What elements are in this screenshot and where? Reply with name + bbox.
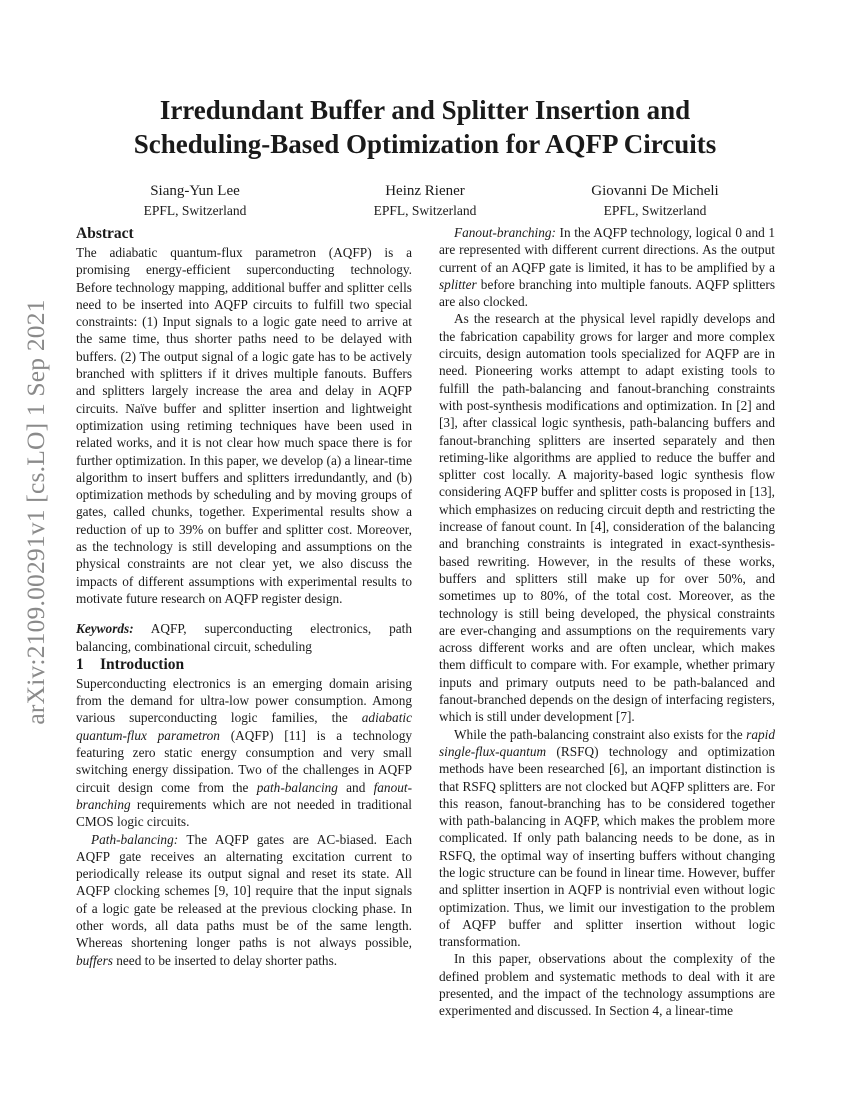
author-name: Heinz Riener: [385, 183, 465, 199]
right-paragraph-1: [439, 224, 775, 310]
text-run: Superconducting electronics is an emerging domain arising from the demand for ultra-low power consumption. Among various superconducting logic families, the: [76, 675, 412, 726]
section-number: 1: [76, 655, 84, 673]
author-name: Giovanni De Micheli: [591, 183, 719, 199]
paper-title-line-1: Irredundant Buffer and Splitter Insertion and: [159, 95, 691, 125]
text-run: before branching into multiple fanouts. AQFP splitters are also clocked.: [439, 276, 775, 310]
text-run: The AQFP gates are AC-biased. Each AQFP gate receives an alternating excitation current to periodically release its output signal and reset its state. All AQFP clocking schemes [9, 10] require that the input signals of a logic gate be released at the previous clocking phase. In other words, all data paths must be of the same length. Whereas shortening longer paths is not always possible,: [76, 831, 412, 951]
author-block-1: [85, 181, 305, 221]
emphasis-text: adiabatic quantum-flux parametron: [76, 710, 412, 743]
emphasis-text: buffers: [76, 952, 113, 968]
right-paragraph-3: [439, 726, 775, 951]
paper-title-line-2: Scheduling-Based Optimization for AQFP Circuits: [133, 129, 717, 159]
keywords-label: Keywords:: [76, 621, 134, 637]
emphasis-text: Path-balancing:: [91, 831, 179, 847]
author-affiliation: EPFL, Switzerland: [603, 203, 707, 218]
keywords-paragraph: [76, 620, 412, 655]
author-block-3: [545, 181, 765, 221]
text-run: requirements which are not needed in traditional CMOS logic circuits.: [76, 796, 412, 830]
text-run: (AQFP) [11] is a technology featuring zero static energy consumption and very small switching energy dissipation. Two of the challenges in AQFP circuit design come from the: [76, 727, 412, 795]
emphasis-text: path-balancing: [256, 779, 338, 795]
intro-paragraph-1: [76, 675, 412, 831]
author-affiliation: EPFL, Switzerland: [143, 203, 247, 218]
introduction-heading: [76, 655, 412, 675]
left-column: [76, 224, 412, 969]
author-name: Siang-Yun Lee: [150, 183, 240, 199]
emphasis-text: fanout-branching: [76, 779, 413, 812]
abstract-heading: Abstract: [76, 225, 134, 242]
intro-paragraph-2: [76, 831, 412, 969]
right-paragraph-2: As the research at the physical level rapidly develops and the fabrication capability grows for larger and more complex circuits, design automation tools specialized for AQFP are in need. Pioneering works attempt to adapt existing tools to fulfill the path-balancing and fanout-branching constraints with post-synthesis modifications and optimization. In [2] and [3], after classical logic synthesis, path-balancing buffers and fanout-branching splitters are inserted separately and then retiming-like algorithms are applied to reduce the buffer and splitter cost locally. A majority-based logic synthesis flow considering AQFP buffer and splitter costs is proposed in [13], which emphasizes on reducing circuit depth and restricting the increase of fanout count. In [4], consideration of the balancing and branching constraints is integrated in exact-synthesis-based rewriting. However, in the results of these works, buffers and splitters still make up for over 50%, and sometimes up to 80%, of the total cost. Moreover, as the technology is still being developed, the physical constraints are ever-changing and assumptions on the requirements vary across different works and are often unclear, which makes them difficult to compare with. For example, whether primary inputs and primary outputs need to be path-balanced and fanout-branched depends on the design of interfacing registers, which is still under development [7].: [439, 311, 775, 725]
section-title: Introduction: [100, 655, 185, 673]
text-run: need to be inserted to delay shorter paths.: [112, 952, 338, 968]
emphasis-text: splitter: [439, 276, 477, 292]
text-run: and: [337, 779, 374, 795]
arxiv-identifier-stamp: [8, 276, 64, 748]
author-block-2: [315, 181, 535, 221]
text-run: (RSFQ) technology and optimization methods have been researched [6], an important distinction is that RSFQ splitters are not clocked but AQFP splitters are. For this reason, fanout-branching has to be considered together with path-balancing in AQFP, which makes the problem more complicated. If only path balancing needs to be done, as in RSFQ, the optimal way of inserting buffers without changing the logic structure can be found in linear time. However, buffer and splitter insertion in AQFP is nontrivial even without logic optimization. Thus, we limit our investigation to the problem of AQFP buffer and splitter insertion without logic transformation.: [439, 743, 775, 950]
paper-title: [75, 93, 775, 161]
text-run: In the AQFP technology, logical 0 and 1 are represented with different current directions. As the output current of an AQFP gate is limited, it has to be amplified by a: [439, 225, 775, 275]
right-column: [439, 224, 775, 1020]
keywords-text: AQFP, superconducting electronics, path balancing, combinational circuit, scheduling: [76, 621, 412, 654]
arxiv-identifier-text: arXiv:2109.00291v1 [cs.LO] 1 Sep 2021: [21, 299, 50, 725]
emphasis-text: Fanout-branching:: [454, 225, 556, 240]
abstract-text: The adiabatic quantum-flux parametron (AQFP) is a promising energy-efficient superconducting technology. Before technology mapping, additional buffer and splitter cells need to be inserted into AQFP circuits to fulfill two special constraints: (1) Input signals to a logic gate need to arrive at the same time, thus shorter paths need to be delayed with buffers. (2) The output signal of a logic gate has to be actively branched with splitters if it drives multiple fanouts. Buffers and splitters largely increase the area and delay in AQFP circuits. Naïve buffer and splitter insertion and lightweight optimization using retiming techniques have been used in related works, and it is not clear how much space there is for further optimization. In this paper, we develop (a) a linear-time algorithm to insert buffers and splitters irredundantly, and (b) optimization methods by scheduling and by moving groups of gates, called chunks, together. Experimental results show a reduction of up to 39% on buffer and splitter cost. Moreover, as the technology is still developing and assumptions on the physical constraints are not clear yet, we also discuss the impacts of different assumptions with experimental results to motivate future research on AQFP register design.: [76, 245, 412, 606]
text-run: While the path-balancing constraint also exists for the: [454, 726, 747, 742]
emphasis-text: rapid single-flux-quantum: [439, 726, 775, 759]
right-paragraph-4: In this paper, observations about the complexity of the defined problem and systematic methods to deal with it are presented, and the impact of the technology assumptions are experimented and discussed. In Section 4, a linear-time: [439, 951, 775, 1019]
author-affiliation: EPFL, Switzerland: [373, 203, 477, 218]
